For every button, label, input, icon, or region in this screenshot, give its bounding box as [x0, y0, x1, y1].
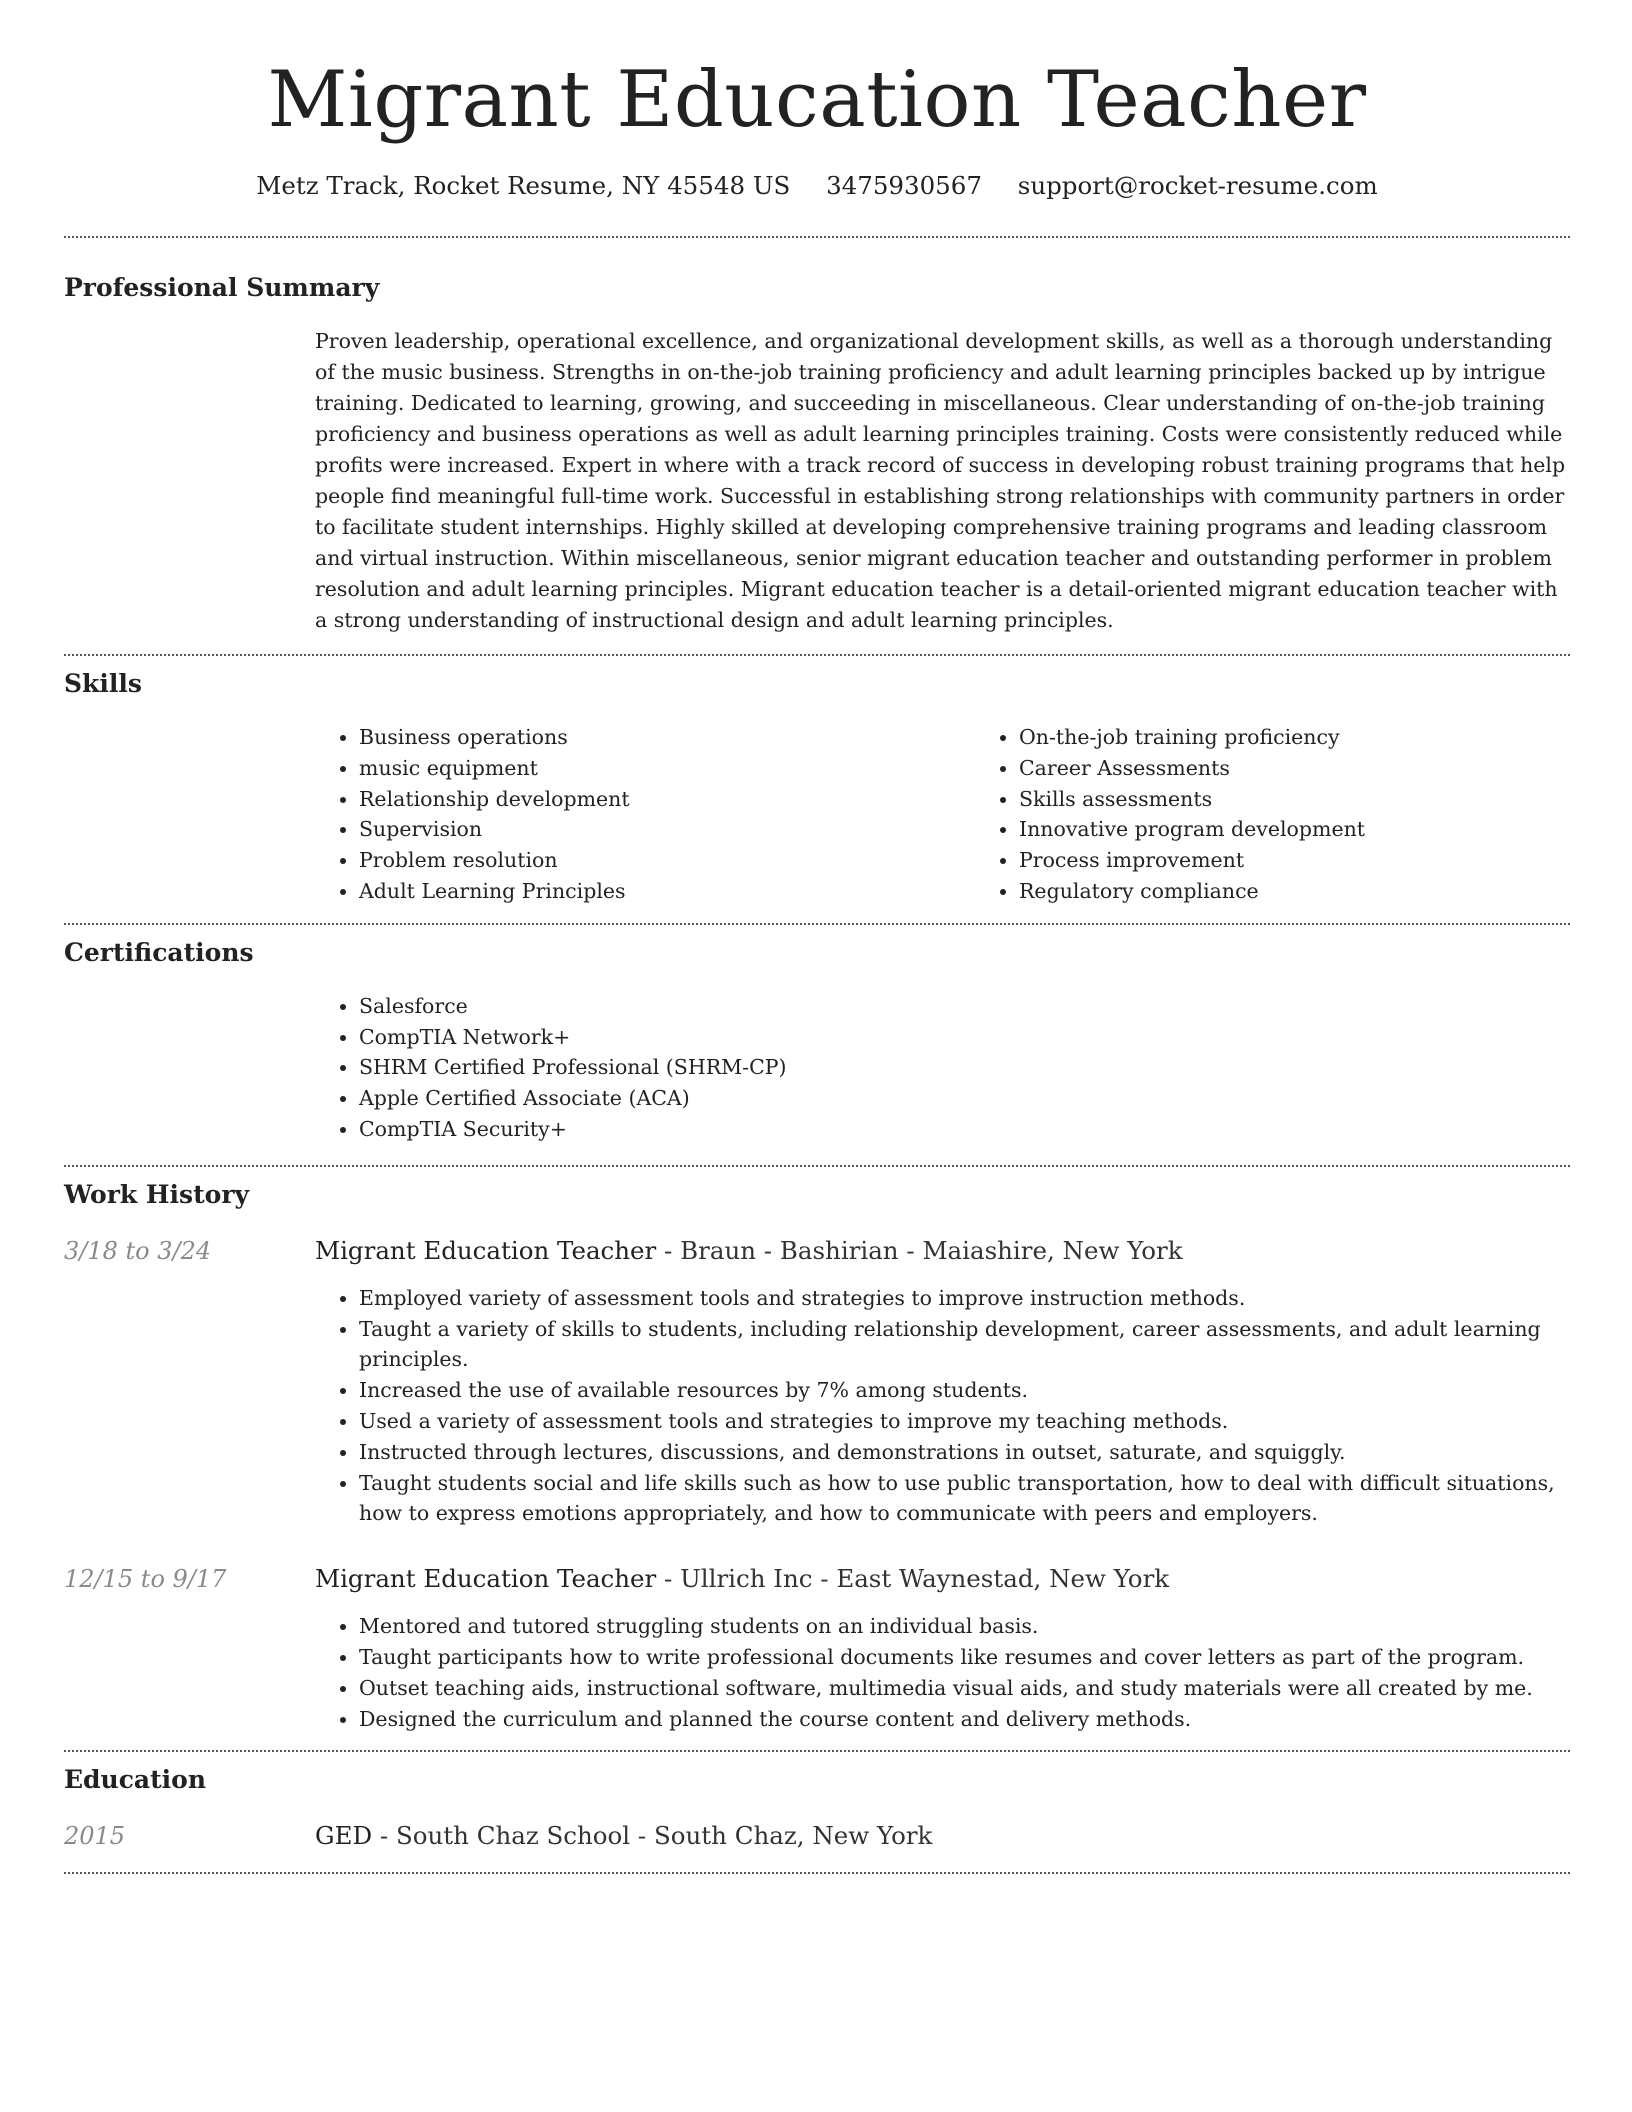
work-section	[64, 1179, 1570, 1735]
skills-list-left	[315, 722, 975, 907]
summary-heading: Professional Summary	[64, 273, 380, 302]
divider	[64, 654, 1570, 656]
job-org: Braun - Bashirian - Maiashire, New York	[680, 1235, 1183, 1265]
list-item: • Taught a variety of skills to students, including relationship development, career assessments, and adult learning principles.	[359, 1314, 1570, 1376]
job-heading: Migrant Education Teacher - Braun - Bashirian - Maiashire, New York	[315, 1235, 1183, 1265]
list-item: • Adult Learning Principles	[359, 876, 975, 907]
list-item: • Innovative program development	[1019, 814, 1632, 845]
education-year: 2015	[64, 1822, 126, 1851]
job-title: Migrant Education Teacher	[315, 1235, 657, 1265]
skills-heading: Skills	[64, 669, 142, 698]
job-bullets	[315, 1283, 1570, 1529]
job-dates: 12/15 to 9/17	[64, 1565, 227, 1594]
education-heading: Education	[64, 1765, 207, 1795]
list-item: • Skills assessments	[1019, 784, 1632, 815]
divider	[64, 1872, 1570, 1874]
list-item: • Employed variety of assessment tools and strategies to improve instruction methods.	[359, 1283, 1570, 1314]
skills-list-right	[975, 722, 1632, 907]
job-heading: Migrant Education Teacher - Ullrich Inc - East Waynestad, New York	[315, 1564, 1170, 1594]
education-degree: GED	[315, 1821, 373, 1851]
list-item: • Relationship development	[359, 784, 975, 815]
list-item: • Business operations	[359, 722, 975, 753]
certifications-list	[315, 991, 1570, 1145]
list-item: • Apple Certified Associate (ACA)	[359, 1083, 1570, 1114]
list-item: • Supervision	[359, 814, 975, 845]
divider	[64, 1165, 1570, 1167]
list-item: • Taught participants how to write professional documents like resumes and cover letters as part of the program.	[359, 1642, 1570, 1673]
list-item: • Process improvement	[1019, 845, 1632, 876]
divider	[64, 1750, 1570, 1752]
summary-text: Proven leadership, operational excellence, and organizational development skills, as well as a thorough understanding of the music business. Strengths in on-the-job training proficiency and adult learning principles backed up by intrigue training. Dedicated to learning, growing, and succeeding in miscellaneous. Clear understanding of on-the-job training proficiency and business operations as well as adult learning principles training. Costs were consistently reduced while profits were increased. Expert in where with a track record of success in developing robust training programs that help people find meaningful full-time work. Successful in establishing strong relationships with community partners in order to facilitate student internships. Highly skilled at developing comprehensive training programs and leading classroom and virtual instruction. Within miscellaneous, senior migrant education teacher and outstanding performer in problem resolution and adult learning principles. Migrant education teacher is a detail-oriented migrant education teacher with a strong understanding of instructional design and adult learning principles.	[315, 329, 1566, 632]
list-item: • On-the-job training proficiency	[1019, 722, 1632, 753]
list-item: • Increased the use of available resources by 7% among students.	[359, 1375, 1570, 1406]
contact-address: Metz Track, Rocket Resume, NY 45548 US	[256, 171, 791, 200]
skills-grid	[315, 722, 1570, 907]
list-item: • Instructed through lectures, discussions, and demonstrations in outset, saturate, and squiggly.	[359, 1437, 1570, 1468]
education-school: South Chaz School - South Chaz, New York	[395, 1821, 933, 1851]
work-heading: Work History	[64, 1179, 250, 1209]
certifications-section	[64, 937, 1570, 1145]
contact-phone: 3475930567	[826, 171, 982, 200]
list-item: • Mentored and tutored struggling students on an individual basis.	[359, 1611, 1570, 1642]
resume-page	[64, 0, 1570, 1874]
list-item: • Problem resolution	[359, 845, 975, 876]
education-section	[64, 1764, 1570, 1852]
list-item: • Outset teaching aids, instructional software, multimedia visual aids, and study materials were all created by me.	[359, 1673, 1570, 1704]
contact-line	[64, 168, 1570, 204]
job-bullets	[315, 1611, 1570, 1734]
list-item: • CompTIA Security+	[359, 1114, 1570, 1145]
list-item: • Regulatory compliance	[1019, 876, 1632, 907]
job-org: Ullrich Inc - East Waynestad, New York	[680, 1564, 1170, 1594]
list-item: • Career Assessments	[1019, 753, 1632, 784]
job-entry	[64, 1235, 1570, 1529]
list-item: • Salesforce	[359, 991, 1570, 1022]
education-entry	[64, 1820, 1570, 1852]
list-item: • Used a variety of assessment tools and strategies to improve my teaching methods.	[359, 1406, 1570, 1437]
skills-section	[64, 668, 1570, 907]
job-dates: 3/18 to 3/24	[64, 1236, 212, 1265]
job-title: Migrant Education Teacher	[315, 1564, 657, 1594]
list-item: • Taught students social and life skills such as how to use public transportation, how to deal with difficult situations, how to express emotions appropriately, and how to communicate with peers and employers.	[359, 1468, 1570, 1530]
education-heading-line: GED - South Chaz School - South Chaz, New York	[315, 1821, 933, 1851]
candidate-name: Migrant Education Teacher	[267, 55, 1367, 145]
list-item: • CompTIA Network+	[359, 1022, 1570, 1053]
job-entry	[64, 1563, 1570, 1734]
list-item: • Designed the curriculum and planned the course content and delivery methods.	[359, 1704, 1570, 1735]
certifications-heading: Certifications	[64, 937, 254, 967]
summary-section	[64, 272, 1570, 636]
list-item: • music equipment	[359, 753, 975, 784]
list-item: • SHRM Certified Professional (SHRM-CP)	[359, 1052, 1570, 1083]
divider	[64, 236, 1570, 238]
divider	[64, 923, 1570, 925]
contact-email: support@rocket-resume.com	[1017, 171, 1378, 200]
